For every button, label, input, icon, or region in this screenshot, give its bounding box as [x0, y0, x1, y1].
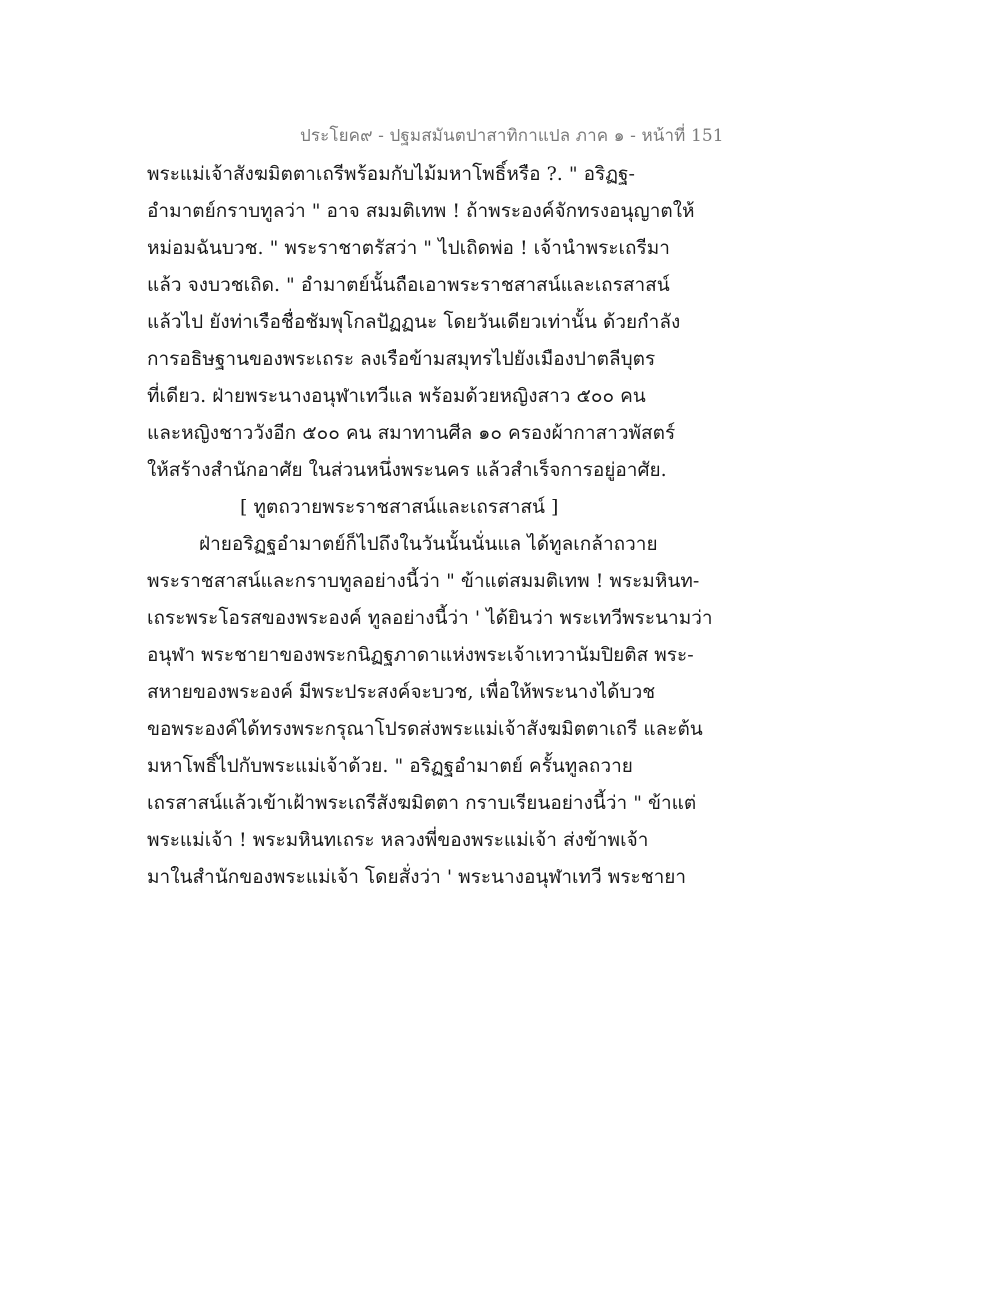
- text-line: เถรสาสน์แล้วเข้าเฝ้าพระเถรีสังฆมิตตา กราบเรียนอย่างนี้ว่า " ข้าแต่: [147, 792, 697, 814]
- text-line: พระราชสาสน์และกราบทูลอย่างนี้ว่า " ข้าแต่สมมติเทพ ! พระมหินท-: [147, 570, 700, 592]
- text-line: ให้สร้างสำนักอาศัย ในส่วนหนึ่งพระนคร แล้วสำเร็จการอยู่อาศัย.: [147, 459, 667, 481]
- text-line: สหายของพระองค์ มีพระประสงค์จะบวช, เพื่อให้พระนางได้บวช: [147, 681, 656, 703]
- text-line: พระแม่เจ้า ! พระมหินทเถระ หลวงพี่ของพระแม่เจ้า ส่งข้าพเจ้า: [147, 829, 649, 851]
- text-line: พระแม่เจ้าสังฆมิตตาเถรีพร้อมกับไม้มหาโพธิ์หรือ ?. " อริฏฐ-: [147, 163, 635, 185]
- paragraph: [147, 526, 747, 896]
- text-line: หม่อมฉันบวช. " พระราชาตรัสว่า " ไปเถิดพ่อ ! เจ้านำพระเถรีมา: [147, 237, 670, 259]
- text-line: แล้วไป ยังท่าเรือชื่อชัมพุโกลปัฏฏนะ โดยวันเดียวเท่านั้น ด้วยกำลัง: [147, 311, 681, 333]
- text-line: อำมาตย์กราบทูลว่า " อาจ สมมติเทพ ! ถ้าพระองค์จักทรงอนุญาตให้: [147, 200, 695, 222]
- section-heading: [ ทูตถวายพระราชสาสน์และเถรสาสน์ ]: [240, 496, 559, 518]
- text-line: ที่เดียว. ฝ่ายพระนางอนุฬาเทวีแล พร้อมด้วยหญิงสาว ๕๐๐ คน: [147, 385, 646, 407]
- body-text: [147, 156, 747, 896]
- paragraph: [147, 156, 747, 489]
- text-line: ขอพระองค์ได้ทรงพระกรุณาโปรดส่งพระแม่เจ้าสังฆมิตตาเถรี และต้น: [147, 718, 703, 740]
- page-header: ประโยค๙ - ปฐมสมันตปาสาทิกาแปล ภาค ๑ - หน้าที่ 151: [300, 126, 724, 146]
- text-line: การอธิษฐานของพระเถระ ลงเรือข้ามสมุทรไปยังเมืองปาตลีบุตร: [147, 348, 656, 370]
- text-line: อนุฬา พระชายาของพระกนิฏฐภาดาแห่งพระเจ้าเทวานัมปิยติส พระ-: [147, 644, 694, 666]
- text-line: แล้ว จงบวชเถิด. " อำมาตย์นั้นถือเอาพระราชสาสน์และเถรสาสน์: [147, 274, 670, 296]
- text-line: และหญิงชาววังอีก ๕๐๐ คน สมาทานศีล ๑๐ ครองผ้ากาสาวพัสตร์: [147, 422, 676, 444]
- text-line: มาในสำนักของพระแม่เจ้า โดยสั่งว่า ' พระนางอนุฬาเทวี พระชายา: [147, 866, 687, 888]
- text-line: เถระพระโอรสของพระองค์ ทูลอย่างนี้ว่า ' ได้ยินว่า พระเทวีพระนามว่า: [147, 607, 713, 629]
- text-line: มหาโพธิ์ไปกับพระแม่เจ้าด้วย. " อริฏฐอำมาตย์ ครั้นทูลถวาย: [147, 755, 633, 777]
- text-line: ฝ่ายอริฏฐอำมาตย์ก็ไปถึงในวันนั้นนั่นแล ได้ทูลเกล้าถวาย: [199, 533, 658, 555]
